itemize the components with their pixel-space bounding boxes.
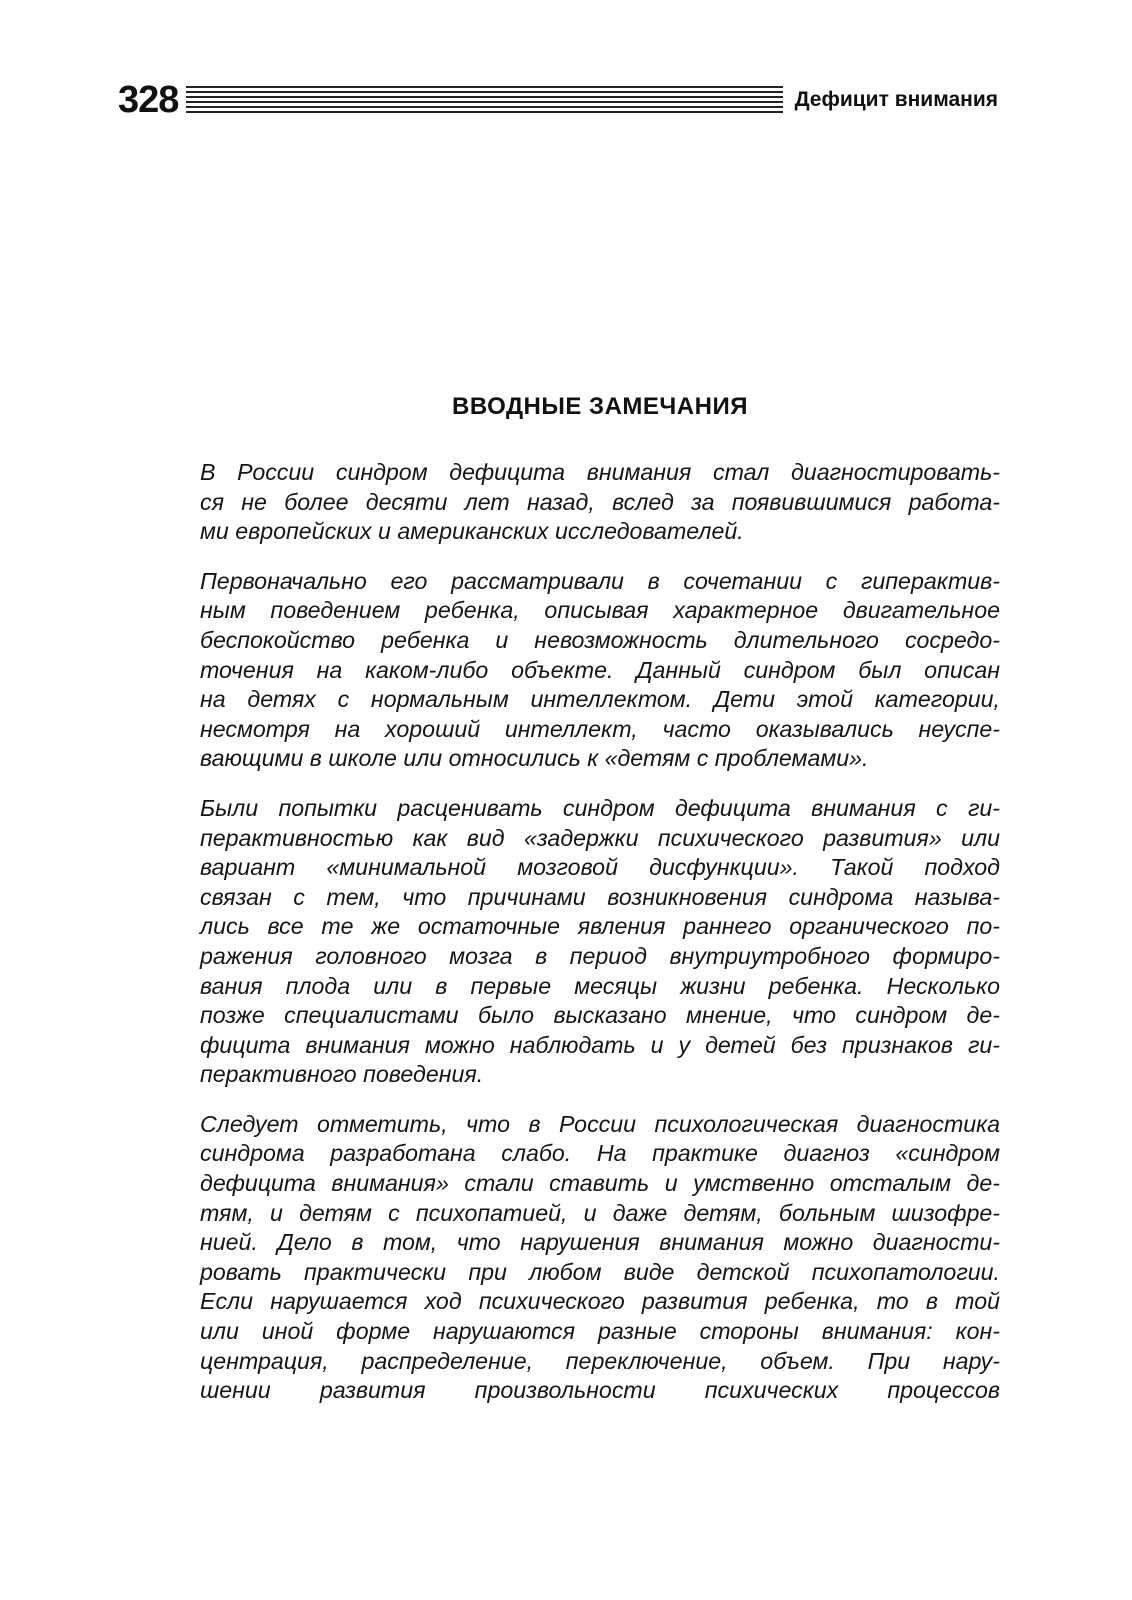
text-line: ся не более десяти лет назад, вслед за появившимися работа-: [200, 488, 1000, 515]
text-line: Если нарушается ход психического развития ребенка, то в той: [200, 1288, 1000, 1315]
text-line: синдрома разработана слабо. На практике диагноз «синдром: [200, 1140, 1000, 1167]
text-line: шении развития произвольности психических процессов: [200, 1377, 1000, 1404]
text-line: точения на каком-либо объекте. Данный синдром был описан: [200, 656, 1000, 683]
text-line: Следует отметить, что в России психологическая диагностика: [200, 1110, 1000, 1137]
text-line: ми европейских и американских исследователей.: [200, 518, 744, 545]
page-number: 328: [118, 79, 179, 121]
running-title: Дефицит внимания: [794, 88, 998, 111]
paragraph-3: [200, 794, 1000, 1090]
text-line: фицита внимания можно наблюдать и у детей без признаков ги-: [200, 1031, 1000, 1058]
running-header: [118, 78, 998, 122]
text-line: дефицита внимания» стали ставить и умственно отсталым де-: [200, 1170, 1000, 1197]
text-line: ражения головного мозга в период внутриутробного формиро-: [200, 942, 1000, 969]
paragraph-4: [200, 1110, 1000, 1406]
header-rule: [186, 86, 782, 116]
text-line: связан с тем, что причинами возникновения синдрома называ-: [200, 883, 1000, 910]
text-line: вания плода или в первые месяцы жизни ребенка. Несколько: [200, 972, 1000, 999]
paragraph-2: [200, 567, 1000, 774]
text-line: лись все те же остаточные явления раннего органического по-: [200, 913, 1000, 940]
text-line: В России синдром дефицита внимания стал диагностировать-: [200, 459, 1000, 485]
section-heading: ВВОДНЫЕ ЗАМЕЧАНИЯ: [452, 393, 748, 420]
body-text: [200, 458, 1000, 1426]
text-line: нией. Дело в том, что нарушения внимания можно диагности-: [200, 1229, 1000, 1256]
text-line: или иной форме нарушаются разные стороны внимания: кон-: [200, 1318, 1000, 1345]
text-line: Были попытки расценивать синдром дефицита внимания с ги-: [200, 794, 1000, 821]
text-line: тям, и детям с психопатией, и даже детям, больным шизофре-: [200, 1199, 1000, 1226]
text-line: вающими в школе или относились к «детям с проблемами».: [200, 745, 869, 772]
text-line: позже специалистами было высказано мнение, что синдром де-: [200, 1002, 1000, 1029]
text-line: Первоначально его рассматривали в сочетании с гиперактив-: [200, 567, 1000, 594]
paragraph-1: [200, 458, 1000, 547]
text-line: ным поведением ребенка, описывая характерное двигательное: [200, 597, 1000, 624]
text-line: вариант «минимальной мозговой дисфункции». Такой подход: [200, 854, 1000, 881]
text-line: перактивного поведения.: [200, 1061, 484, 1088]
text-line: центрация, распределение, переключение, объем. При нару-: [200, 1347, 1000, 1374]
text-line: несмотря на хороший интеллект, часто оказывались неуспе-: [200, 715, 1000, 742]
text-line: беспокойство ребенка и невозможность длительного сосредо-: [200, 626, 1000, 653]
text-line: перактивностью как вид «задержки психического развития» или: [200, 824, 1000, 851]
text-line: ровать практически при любом виде детской психопатологии.: [200, 1258, 1000, 1285]
text-line: на детях с нормальным интеллектом. Дети этой категории,: [200, 686, 1000, 713]
